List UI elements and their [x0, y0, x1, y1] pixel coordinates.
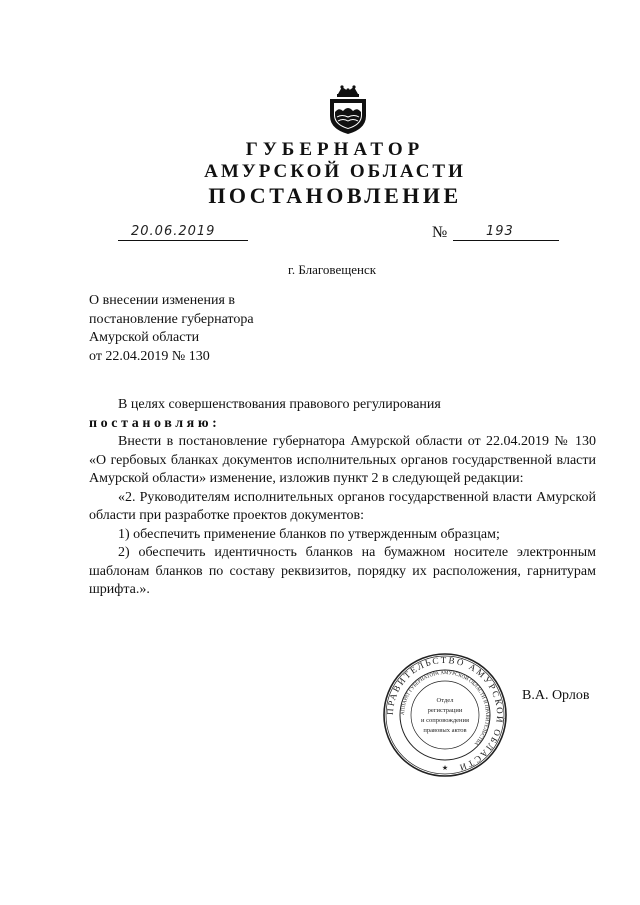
subject-line: О внесении изменения в	[89, 293, 235, 308]
seal-center-line: регистрации	[427, 707, 463, 714]
number-label: №	[432, 224, 448, 241]
handwritten-date: 20.06.2019	[131, 224, 216, 239]
coat-of-arms-emblem	[326, 84, 370, 136]
header-title-governor: ГУБЕРНАТОР	[245, 139, 425, 160]
subject-line: от 22.04.2019 № 130	[89, 348, 210, 364]
paragraph-subitem-1: 1) обеспечить применение бланков по утвержденным образцам;	[118, 526, 500, 542]
signatory-name: В.А. Орлов	[522, 688, 590, 703]
paragraph-main: Внести в постановление губернатора Амурской области от 22.04.2019 № 130 «О гербовых бланках документов исполнительных органов государственной власти Амурской области» изменение, изложив пункт 2 в следующей редакции:	[89, 434, 596, 486]
paragraph-item-2: «2. Руководителям исполнительных органов государственной власти Амурской области при разработке проектов документов:	[89, 489, 596, 523]
document-body	[89, 396, 596, 600]
seal-center-line: Отдел	[436, 697, 454, 704]
paragraph-subitem-2: 2) обеспечить идентичность бланков на бумажном носителе электронным шаблонам бланков по составу реквизитов, порядку их расположения, гарнитурам шрифта.».	[89, 545, 596, 597]
document-type-title: ПОСТАНОВЛЕНИЕ	[208, 183, 462, 208]
seal-center-line: правовых актов	[423, 727, 467, 734]
decree-word: постановляю:	[89, 415, 221, 431]
official-round-seal	[382, 652, 508, 778]
seal-outer-text: ПРАВИТЕЛЬСТВО АМУРСКОЙ ОБЛАСТИ	[384, 654, 506, 774]
subject-line: постановление губернатора	[89, 311, 254, 327]
handwritten-number: 193	[486, 224, 514, 239]
paragraph-preamble: В целях совершенствования правового регулирования	[118, 397, 441, 412]
header-title-region: АМУРСКОЙ ОБЛАСТИ	[204, 161, 466, 182]
number-underline	[453, 240, 559, 241]
seal-star-icon: ★	[441, 764, 449, 772]
seal-center-line: и сопровождения	[421, 717, 469, 724]
city-line: г. Благовещенск	[287, 262, 377, 277]
document-subject	[89, 292, 254, 366]
subject-line: Амурской области	[89, 330, 200, 345]
date-underline	[118, 240, 248, 241]
seal-inner-text: АППАРАТ ГУБЕРНАТОРА АМУРСКОЙ ОБЛАСТИ И ПРАВИТЕЛЬСТВА	[400, 670, 490, 746]
